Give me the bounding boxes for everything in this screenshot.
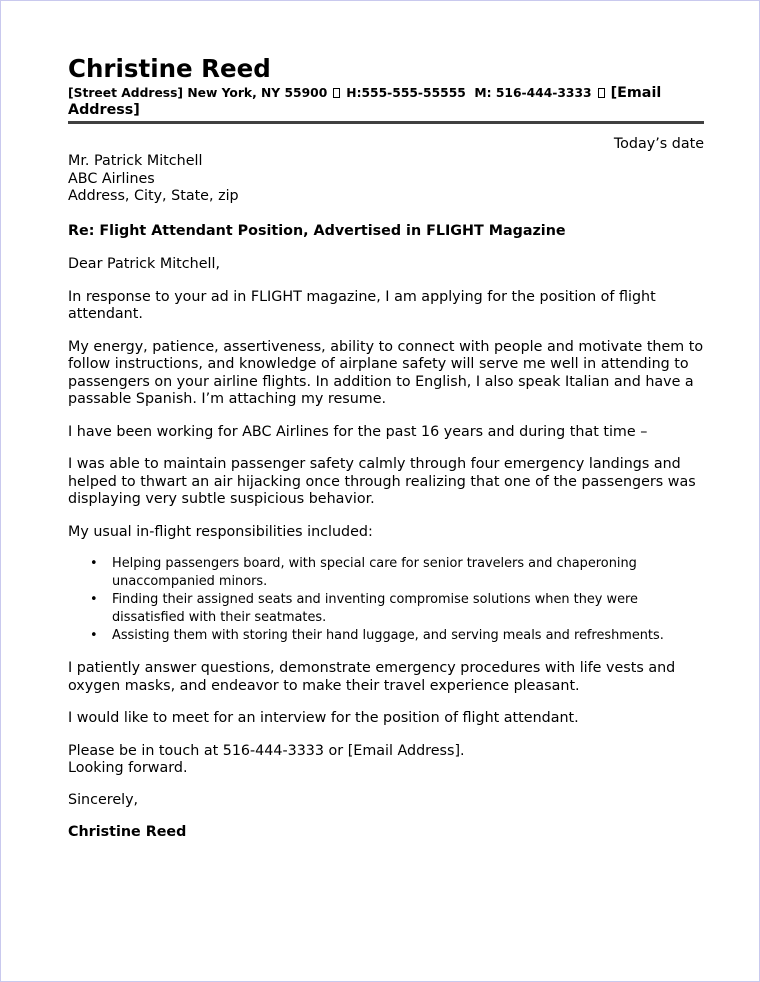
looking-forward: Looking forward. — [68, 760, 188, 776]
list-item — [90, 555, 704, 591]
paragraph-contact — [68, 743, 704, 778]
list-item — [90, 591, 704, 627]
salutation: Dear Patrick Mitchell, — [68, 256, 220, 272]
signoff: Sincerely, — [68, 791, 139, 808]
letter-date: Today’s date — [613, 136, 704, 152]
sender-address: [Street Address] New York, NY 55900 — [68, 86, 328, 100]
list-item-text: Assisting them with storing their hand luggage, and serving meals and refreshments. — [112, 628, 664, 643]
recipient-name: Mr. Patrick Mitchell — [68, 153, 203, 169]
mobile-phone: M: 516-444-3333 — [474, 86, 592, 100]
signature-name: Christine Reed — [68, 824, 187, 840]
home-phone: H:555-555-55555 — [346, 86, 466, 100]
sender-email: [Email Address] — [68, 85, 662, 118]
bullet-icon: • — [90, 628, 98, 643]
paragraph-interview-request: I would like to meet for an interview for the position of flight attendant. — [68, 710, 579, 726]
contact-request: Please be in touch at 516-444-3333 or [Email Address]. — [68, 742, 465, 759]
paragraph-intro: In response to your ad in FLIGHT magazine, I am applying for the position of flight attendant. — [68, 288, 656, 322]
recipient-block — [68, 153, 704, 206]
list-item — [90, 627, 704, 645]
bullet-icon: • — [90, 556, 98, 571]
paragraph-duties: I patiently answer questions, demonstrate emergency procedures with life vests and oxygen masks, and endeavor to make their travel experience pleasant. — [68, 660, 676, 694]
paragraph-achievements: I was able to maintain passenger safety calmly through four emergency landings and helped to thwart an air hijacking once through realizing that one of the passengers was displaying very subtle suspicious behavior. — [68, 456, 696, 507]
responsibilities-list — [68, 555, 704, 645]
paragraph-experience: I have been working for ABC Airlines for the past 16 years and during that time – — [68, 423, 648, 440]
separator-glyph-icon — [598, 88, 605, 98]
list-item-text: Finding their assigned seats and inventing compromise solutions when they were dissatisfied with their seatmates. — [112, 592, 638, 625]
list-item-text: Helping passengers board, with special care for senior travelers and chaperoning unaccompanied minors. — [112, 556, 637, 589]
subject-line: Re: Flight Attendant Position, Advertised in FLIGHT Magazine — [68, 222, 566, 239]
paragraph-qualifications: My energy, patience, assertiveness, ability to connect with people and motivate them to follow instructions, and knowledge of airplane safety will serve me well in attending to passengers on your airline flights. In addition to English, I also speak Italian and have a passable Spanish. I’m attaching my resume. — [68, 338, 704, 407]
contact-line — [68, 85, 704, 124]
separator-glyph-icon — [333, 88, 340, 98]
sender-name: Christine Reed — [68, 54, 271, 83]
cover-letter — [68, 54, 704, 842]
paragraph-responsibilities-intro: My usual in-flight responsibilities included: — [68, 523, 373, 540]
bullet-icon: • — [90, 592, 98, 607]
recipient-address: Address, City, State, zip — [68, 188, 239, 204]
recipient-company: ABC Airlines — [68, 170, 155, 187]
